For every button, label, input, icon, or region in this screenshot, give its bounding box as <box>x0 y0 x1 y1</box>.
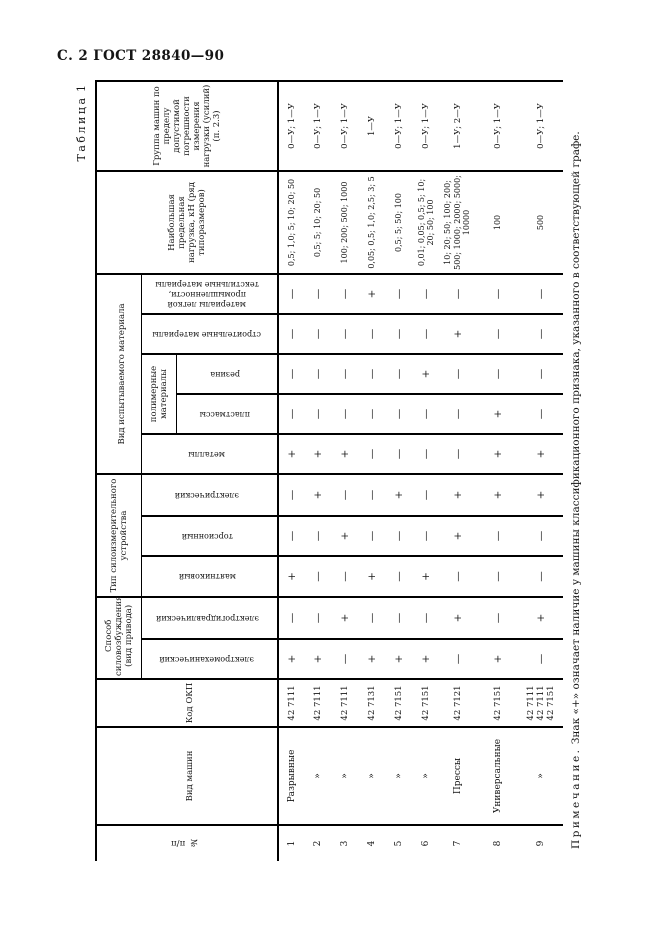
mark-electrohydraulic: — <box>359 597 386 639</box>
mark-electric: — <box>359 474 386 516</box>
mark-electric: + <box>386 474 413 516</box>
row-number-cell: 5 <box>386 825 413 861</box>
max-load-cell: 0,5; 5; 50; 100 <box>386 171 413 274</box>
row-number-cell: 3 <box>332 825 359 861</box>
okp-code-cell: 42 7131 <box>359 679 386 727</box>
header-plastics-label: пластмассы <box>199 409 250 419</box>
max-load-cell: 100 <box>476 171 520 274</box>
table-row <box>386 81 413 861</box>
mark-electric: — <box>278 474 305 516</box>
header-electromechanical-label: электромеханический <box>159 655 255 664</box>
header-machine-type <box>96 727 278 825</box>
header-device-group <box>96 474 141 597</box>
mark-textile: — <box>332 274 359 314</box>
row-number-cell: 2 <box>305 825 332 861</box>
mark-building: — <box>520 314 563 354</box>
mark-electrohydraulic: — <box>278 597 305 639</box>
mark-metals: — <box>413 434 440 474</box>
header-accuracy-group-label: Группа машин по пределу допустимой погрешности измерения нагрузки (усилий) (п. 2.3) <box>151 84 222 168</box>
max-load-cell: 0,5; 5; 10; 20; 50 <box>305 171 332 274</box>
mark-electromechanical: + <box>305 639 332 679</box>
header-plastics <box>176 394 278 434</box>
mark-electrohydraulic: + <box>332 597 359 639</box>
header-textile-materials-label: материалы легкой промышленности, текстильные материалы <box>155 279 259 309</box>
machine-type-cell: » <box>413 727 440 825</box>
mark-torsion: + <box>440 516 476 556</box>
mark-electric: + <box>476 474 520 516</box>
accuracy-group-cell: 0—У; 1—У <box>520 81 563 171</box>
row-number-cell: 7 <box>440 825 476 861</box>
header-electric-label: электрический <box>174 491 240 500</box>
mark-plastics: — <box>305 394 332 434</box>
header-pendulum <box>141 556 278 597</box>
mark-metals: — <box>386 434 413 474</box>
header-polymer-group <box>141 354 176 434</box>
header-electrohydraulic <box>141 597 278 639</box>
table-row <box>332 81 359 861</box>
row-number-cell: 6 <box>413 825 440 861</box>
mark-electromechanical: — <box>332 639 359 679</box>
mark-pendulum: — <box>440 556 476 597</box>
header-metals-label: металлы <box>188 449 226 459</box>
mark-pendulum: + <box>359 556 386 597</box>
row-number-cell: 9 <box>520 825 563 861</box>
mark-plastics: + <box>476 394 520 434</box>
header-machine-type-label: Вид машин <box>185 750 196 802</box>
header-accuracy-group <box>96 81 278 171</box>
mark-electric: — <box>332 474 359 516</box>
rotated-table-block <box>75 81 595 861</box>
mark-metals: — <box>440 434 476 474</box>
mark-torsion: — <box>278 516 305 556</box>
header-okp-code <box>96 679 278 727</box>
mark-plastics: — <box>520 394 563 434</box>
mark-textile: — <box>386 274 413 314</box>
mark-electromechanical: — <box>520 639 563 679</box>
mark-electrohydraulic: — <box>386 597 413 639</box>
header-textile-materials <box>141 274 278 314</box>
max-load-cell: 0,05; 0,5; 1,0; 2,5; 3; 5 <box>359 171 386 274</box>
mark-metals: + <box>476 434 520 474</box>
okp-code-cell: 42 7111 <box>305 679 332 727</box>
header-electric <box>141 474 278 516</box>
header-metals <box>141 434 278 474</box>
mark-electric: — <box>413 474 440 516</box>
classification-table <box>95 80 563 861</box>
mark-plastics: — <box>386 394 413 434</box>
header-building-materials <box>141 314 278 354</box>
header-electromechanical <box>141 639 278 679</box>
accuracy-group-cell: 0—У; 1—У <box>476 81 520 171</box>
mark-textile: — <box>278 274 305 314</box>
header-device-group-label: Тип силоизмерительного устройства <box>108 478 129 593</box>
machine-type-cell: » <box>332 727 359 825</box>
mark-rubber: — <box>332 354 359 394</box>
header-row-number <box>96 825 278 861</box>
machine-type-cell: Прессы <box>440 727 476 825</box>
mark-rubber: + <box>413 354 440 394</box>
header-material-group-label: Вид испытываемого материала <box>117 303 128 445</box>
mark-electromechanical: — <box>440 639 476 679</box>
mark-building: — <box>386 314 413 354</box>
header-rubber-label: резина <box>209 369 240 379</box>
table-row <box>278 81 305 861</box>
table-row <box>305 81 332 861</box>
header-max-load-label: Наибольшая предельная нагрузка, кН (ряд типоразмеров) <box>166 182 207 263</box>
mark-rubber: — <box>359 354 386 394</box>
mark-electromechanical: + <box>278 639 305 679</box>
mark-electrohydraulic: — <box>476 597 520 639</box>
max-load-cell: 500 <box>520 171 563 274</box>
mark-pendulum: — <box>386 556 413 597</box>
max-load-cell: 0,01; 0,05; 0,5; 5; 10; 20; 50; 100 <box>413 171 440 274</box>
mark-metals: + <box>278 434 305 474</box>
header-material-group <box>96 274 141 474</box>
machine-type-cell: » <box>305 727 332 825</box>
header-row-number-label: № п/п <box>171 838 199 849</box>
header-group-row <box>96 81 141 861</box>
table-caption-number: 1 <box>75 85 88 92</box>
table-note <box>570 81 582 861</box>
header-torsion <box>141 516 278 556</box>
okp-code-cell: 42 7111 <box>332 679 359 727</box>
machine-type-cell: » <box>359 727 386 825</box>
mark-torsion: — <box>305 516 332 556</box>
okp-code-cell: 42 7151 <box>413 679 440 727</box>
accuracy-group-cell: 0—У; 1—У <box>332 81 359 171</box>
mark-plastics: — <box>413 394 440 434</box>
mark-building: — <box>332 314 359 354</box>
mark-torsion: — <box>476 516 520 556</box>
mark-pendulum: + <box>413 556 440 597</box>
mark-metals: + <box>332 434 359 474</box>
mark-textile: — <box>413 274 440 314</box>
max-load-cell: 10; 20; 50; 100; 200; 500; 1000; 2000; 5000; 10000 <box>440 171 476 274</box>
header-max-load <box>96 171 278 274</box>
mark-building: — <box>278 314 305 354</box>
page-header: С. 2 ГОСТ 28840—90 <box>57 48 225 64</box>
mark-electromechanical: + <box>359 639 386 679</box>
mark-electrohydraulic: + <box>520 597 563 639</box>
mark-plastics: — <box>359 394 386 434</box>
mark-rubber: — <box>440 354 476 394</box>
mark-rubber: — <box>520 354 563 394</box>
okp-code-cell: 42 7111 42 7111 42 7151 <box>520 679 563 727</box>
mark-electrohydraulic: + <box>440 597 476 639</box>
okp-code-cell: 42 7151 <box>386 679 413 727</box>
mark-building: + <box>440 314 476 354</box>
mark-plastics: — <box>278 394 305 434</box>
mark-textile: — <box>520 274 563 314</box>
mark-electric: + <box>305 474 332 516</box>
header-polymer-group-label: полимерные материалы <box>148 365 169 423</box>
table-row <box>476 81 520 861</box>
mark-torsion: — <box>359 516 386 556</box>
accuracy-group-cell: 0—У; 1—У <box>386 81 413 171</box>
mark-torsion: — <box>413 516 440 556</box>
machine-type-cell: Разрывные <box>278 727 305 825</box>
mark-rubber: — <box>278 354 305 394</box>
mark-electromechanical: + <box>476 639 520 679</box>
max-load-cell: 100; 200; 500; 1000 <box>332 171 359 274</box>
table-row <box>359 81 386 861</box>
mark-metals: + <box>305 434 332 474</box>
note-text: Знак «+» означает наличие у машины классификационного признака, указанного в соответствующей графе. <box>569 131 582 745</box>
mark-pendulum: — <box>332 556 359 597</box>
mark-electromechanical: + <box>386 639 413 679</box>
mark-torsion: — <box>520 516 563 556</box>
okp-code-cell: 42 7151 <box>476 679 520 727</box>
max-load-cell: 0,5; 1,0; 5; 10; 20; 50 <box>278 171 305 274</box>
mark-rubber: — <box>305 354 332 394</box>
mark-electric: + <box>440 474 476 516</box>
mark-torsion: — <box>386 516 413 556</box>
machine-type-cell: » <box>520 727 563 825</box>
mark-rubber: — <box>476 354 520 394</box>
header-okp-code-label: Код ОКП <box>185 682 196 724</box>
mark-plastics: — <box>440 394 476 434</box>
row-number-cell: 1 <box>278 825 305 861</box>
mark-plastics: — <box>332 394 359 434</box>
mark-electromechanical: + <box>413 639 440 679</box>
mark-electrohydraulic: — <box>305 597 332 639</box>
mark-building: — <box>359 314 386 354</box>
mark-pendulum: — <box>305 556 332 597</box>
mark-building: — <box>476 314 520 354</box>
mark-textile: + <box>359 274 386 314</box>
header-drive-group <box>96 597 141 679</box>
mark-metals: — <box>359 434 386 474</box>
mark-textile: — <box>305 274 332 314</box>
table-row <box>520 81 563 861</box>
row-number-cell: 4 <box>359 825 386 861</box>
header-rubber <box>176 354 278 394</box>
mark-pendulum: — <box>476 556 520 597</box>
mark-textile: — <box>476 274 520 314</box>
mark-metals: + <box>520 434 563 474</box>
accuracy-group-cell: 1—У <box>359 81 386 171</box>
header-torsion-label: торсионный <box>181 532 233 541</box>
mark-pendulum: — <box>520 556 563 597</box>
accuracy-group-cell: 0—У; 1—У <box>413 81 440 171</box>
table-caption <box>75 81 95 861</box>
machine-type-cell: Универсальные <box>476 727 520 825</box>
mark-rubber: — <box>386 354 413 394</box>
row-number-cell: 8 <box>476 825 520 861</box>
note-label: Примечание. <box>569 747 582 849</box>
table-row <box>413 81 440 861</box>
okp-code-cell: 42 7121 <box>440 679 476 727</box>
header-building-materials-label: строительные материалы <box>152 329 262 339</box>
accuracy-group-cell: 1—У; 2—У <box>440 81 476 171</box>
table-header <box>96 81 278 861</box>
accuracy-group-cell: 0—У; 1—У <box>278 81 305 171</box>
table-caption-word: Таблица <box>75 95 88 162</box>
mark-torsion: + <box>332 516 359 556</box>
table-body <box>278 81 563 861</box>
header-electrohydraulic-label: электрогидравлический <box>155 614 259 623</box>
mark-electrohydraulic: — <box>413 597 440 639</box>
machine-type-cell: » <box>386 727 413 825</box>
mark-electric: + <box>520 474 563 516</box>
mark-textile: — <box>440 274 476 314</box>
mark-pendulum: + <box>278 556 305 597</box>
table-row <box>440 81 476 861</box>
mark-building: — <box>413 314 440 354</box>
accuracy-group-cell: 0—У; 1—У <box>305 81 332 171</box>
header-pendulum-label: маятниковый <box>178 572 236 582</box>
okp-code-cell: 42 7111 <box>278 679 305 727</box>
mark-building: — <box>305 314 332 354</box>
header-drive-group-label: Способ силовозбуждения (вид привода) <box>103 595 134 676</box>
